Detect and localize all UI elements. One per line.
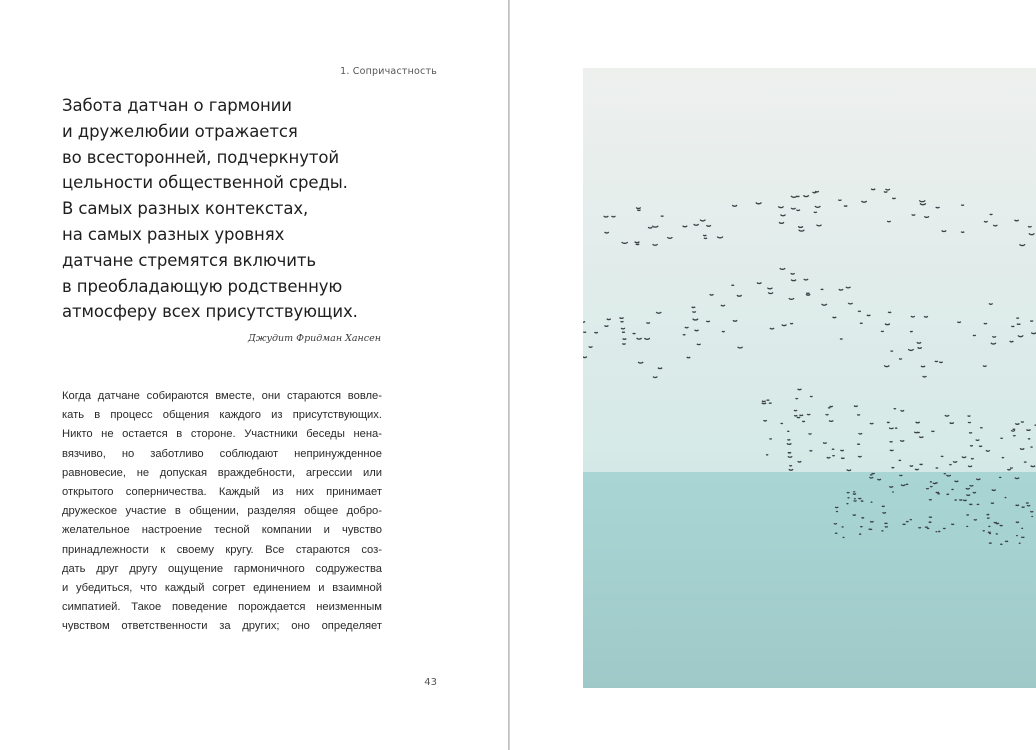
bird bbox=[790, 323, 793, 324]
bird bbox=[931, 431, 934, 432]
bird bbox=[733, 320, 737, 321]
bird bbox=[929, 517, 932, 518]
bird bbox=[923, 376, 927, 377]
bird bbox=[802, 421, 805, 422]
bird bbox=[872, 473, 875, 474]
bird bbox=[959, 499, 962, 500]
bird bbox=[710, 294, 714, 295]
photo-illustration bbox=[583, 68, 1036, 688]
bird bbox=[968, 466, 972, 467]
bird bbox=[929, 522, 932, 523]
bird bbox=[955, 481, 959, 482]
bird bbox=[685, 327, 689, 328]
epigraph-line: во всесторонней, подчеркнутой bbox=[62, 147, 340, 167]
bird bbox=[789, 465, 791, 466]
bird bbox=[910, 331, 912, 332]
body-line: симпатией. Такое поведение порождается неизменным bbox=[62, 601, 382, 614]
bird bbox=[810, 396, 812, 397]
bird bbox=[1015, 220, 1019, 221]
bird bbox=[899, 475, 902, 476]
bird bbox=[979, 446, 982, 447]
bird bbox=[991, 503, 994, 504]
bird bbox=[969, 432, 972, 433]
bird bbox=[834, 523, 837, 524]
bird bbox=[993, 225, 997, 226]
bird bbox=[623, 339, 627, 340]
bird bbox=[814, 212, 817, 213]
bird bbox=[722, 331, 725, 332]
body-line: дать друг другу ощущение гармоничного содружества bbox=[62, 562, 382, 575]
epigraph bbox=[62, 93, 392, 325]
bird bbox=[984, 323, 987, 324]
bird bbox=[890, 441, 893, 442]
bird bbox=[854, 406, 858, 407]
bird bbox=[1026, 429, 1030, 430]
bird bbox=[839, 289, 843, 290]
bird bbox=[1013, 435, 1015, 436]
bird bbox=[1016, 505, 1019, 506]
bird bbox=[835, 533, 837, 534]
bird bbox=[832, 449, 834, 450]
bird bbox=[821, 289, 823, 290]
bird bbox=[916, 422, 920, 423]
bird bbox=[951, 524, 954, 525]
bird bbox=[1016, 522, 1019, 523]
bird bbox=[871, 189, 875, 190]
bird bbox=[971, 458, 974, 459]
bird bbox=[1005, 541, 1008, 542]
bird bbox=[926, 488, 929, 489]
bird bbox=[611, 216, 615, 217]
bird bbox=[870, 529, 872, 530]
bird bbox=[695, 330, 699, 331]
bird bbox=[622, 343, 625, 344]
bird bbox=[870, 521, 873, 522]
bird bbox=[961, 205, 964, 206]
bird bbox=[894, 408, 896, 409]
bird bbox=[983, 366, 987, 367]
body-line: чувством ответственности за других; оно определяет bbox=[62, 620, 382, 633]
bird bbox=[860, 323, 863, 324]
bird bbox=[854, 500, 857, 501]
bird bbox=[877, 479, 880, 480]
bird bbox=[970, 485, 974, 486]
bird bbox=[915, 469, 919, 470]
bird bbox=[703, 235, 706, 236]
bird bbox=[986, 450, 990, 451]
body-line: Никто не остается в стороне. Участники беседы нена- bbox=[62, 428, 382, 441]
bird bbox=[621, 321, 624, 322]
bird bbox=[605, 232, 609, 233]
bird bbox=[762, 401, 766, 402]
bird bbox=[969, 504, 972, 505]
bird bbox=[881, 331, 884, 332]
bird bbox=[890, 450, 894, 451]
epigraph-author: Джудит Фридман Хансен bbox=[247, 333, 381, 344]
bird bbox=[976, 479, 980, 480]
bird bbox=[970, 445, 973, 446]
epigraph-line: атмосферу всех присутствующих. bbox=[62, 302, 358, 322]
bird bbox=[788, 452, 791, 453]
bird bbox=[858, 456, 861, 457]
bird bbox=[830, 406, 833, 407]
bird bbox=[799, 415, 803, 416]
bird bbox=[918, 527, 921, 528]
right-page bbox=[510, 0, 1036, 750]
bird bbox=[862, 517, 864, 518]
body-line: вязчиво, но заботливо соблюдают непринужденное bbox=[62, 447, 382, 460]
bird bbox=[884, 191, 887, 192]
bird bbox=[796, 210, 800, 211]
epigraph-line: на самых разных уровнях bbox=[62, 224, 285, 244]
bird bbox=[648, 227, 652, 228]
bird bbox=[594, 332, 597, 333]
bird bbox=[621, 328, 625, 329]
bird bbox=[636, 244, 639, 245]
bird bbox=[963, 500, 966, 501]
bird bbox=[858, 311, 861, 312]
bird bbox=[936, 207, 940, 208]
bird bbox=[841, 458, 844, 459]
bird bbox=[899, 460, 901, 461]
bird bbox=[646, 322, 649, 323]
bird bbox=[900, 440, 904, 441]
bird bbox=[1010, 468, 1013, 469]
bird bbox=[661, 216, 664, 217]
bird bbox=[889, 428, 893, 429]
bird bbox=[683, 334, 686, 335]
bird bbox=[918, 347, 922, 348]
bird bbox=[835, 507, 838, 508]
page-number: 43 bbox=[424, 677, 437, 688]
bird bbox=[823, 442, 826, 443]
bird bbox=[906, 521, 908, 522]
bird bbox=[731, 285, 734, 286]
body-line: и убедиться, что каждый согрет единением и взаимной bbox=[62, 582, 382, 595]
bird bbox=[788, 456, 792, 457]
bird bbox=[987, 518, 989, 519]
bird bbox=[885, 526, 888, 527]
bird bbox=[840, 339, 842, 340]
bird bbox=[992, 336, 996, 337]
bird bbox=[892, 198, 895, 199]
bird bbox=[867, 315, 870, 316]
photo-birds-over-sea bbox=[583, 68, 1036, 688]
bird bbox=[791, 273, 795, 274]
bird bbox=[869, 477, 873, 478]
bird bbox=[919, 437, 923, 438]
bird bbox=[721, 305, 725, 306]
bird bbox=[1011, 326, 1014, 327]
bird bbox=[953, 461, 957, 462]
body-line: равновесие, не допуская враждебности, агрессии или bbox=[62, 466, 382, 479]
running-head: 1. Сопричастность bbox=[340, 66, 437, 77]
bird bbox=[633, 333, 636, 334]
bird bbox=[990, 214, 993, 215]
bird bbox=[980, 427, 982, 428]
bird bbox=[921, 366, 925, 367]
bird bbox=[889, 486, 893, 487]
bird bbox=[812, 192, 816, 193]
bird bbox=[1028, 226, 1031, 227]
bird bbox=[853, 494, 856, 495]
bird bbox=[827, 457, 831, 458]
bird bbox=[887, 221, 890, 222]
bird bbox=[917, 342, 921, 343]
bird bbox=[1017, 324, 1020, 325]
bird bbox=[1030, 511, 1033, 512]
bird bbox=[974, 519, 977, 520]
epigraph-line: датчане стремятся включить bbox=[62, 250, 317, 270]
bird bbox=[858, 498, 861, 499]
bird bbox=[984, 221, 987, 222]
bird bbox=[961, 232, 964, 233]
bird bbox=[1027, 505, 1030, 506]
bird bbox=[973, 335, 976, 336]
bird bbox=[637, 210, 640, 211]
bird bbox=[706, 321, 709, 322]
bird bbox=[883, 512, 886, 513]
bird bbox=[697, 344, 701, 345]
bird bbox=[787, 439, 790, 440]
body-line: Когда датчане собираются вместе, они стараются вовле- bbox=[62, 390, 382, 402]
bird bbox=[1000, 525, 1003, 526]
bird bbox=[1013, 429, 1015, 430]
bird bbox=[798, 389, 802, 390]
bird bbox=[906, 484, 908, 485]
bird bbox=[968, 416, 971, 417]
bird bbox=[1016, 318, 1019, 319]
bird bbox=[1021, 422, 1024, 423]
bird bbox=[987, 514, 989, 515]
bird bbox=[892, 467, 895, 468]
bird bbox=[692, 307, 696, 308]
bird bbox=[810, 450, 813, 451]
bird bbox=[806, 293, 809, 294]
bird bbox=[809, 433, 812, 434]
bird bbox=[891, 351, 893, 352]
bird bbox=[1011, 430, 1015, 431]
bird bbox=[939, 362, 942, 363]
bird bbox=[1022, 507, 1025, 508]
bird bbox=[1020, 448, 1024, 449]
bird bbox=[945, 415, 949, 416]
bird bbox=[901, 410, 904, 411]
bird bbox=[838, 200, 841, 201]
bird bbox=[687, 357, 690, 358]
body-line: принадлежности к своему кругу. Все стараются соз- bbox=[62, 543, 382, 556]
bird bbox=[833, 317, 837, 318]
bird bbox=[957, 322, 961, 323]
bird bbox=[829, 420, 833, 421]
bird bbox=[929, 499, 932, 500]
bird bbox=[888, 312, 891, 313]
bird bbox=[947, 494, 949, 495]
bird bbox=[607, 319, 611, 320]
bird bbox=[763, 420, 766, 421]
bird bbox=[912, 214, 916, 215]
bird bbox=[806, 294, 810, 295]
bird bbox=[1015, 423, 1019, 424]
bird bbox=[796, 398, 798, 399]
bird bbox=[885, 523, 888, 524]
bird bbox=[847, 492, 850, 493]
epigraph-line: В самых разных контекстах, bbox=[62, 199, 309, 219]
bird bbox=[1030, 321, 1033, 322]
bird bbox=[789, 469, 793, 470]
bird bbox=[994, 522, 997, 523]
body-line: желательное настроение тесной компании и чувство bbox=[62, 524, 382, 537]
epigraph-line: и дружелюбии отражается bbox=[62, 121, 298, 141]
bird bbox=[857, 414, 860, 415]
epigraph-line: Забота датчан о гармонии bbox=[62, 96, 292, 115]
bird bbox=[910, 465, 913, 466]
sky bbox=[583, 68, 1036, 472]
bird bbox=[936, 492, 939, 493]
bird bbox=[604, 325, 608, 326]
bird bbox=[1000, 438, 1002, 439]
bird bbox=[857, 444, 859, 445]
bird bbox=[966, 495, 970, 496]
left-page bbox=[0, 0, 508, 750]
bird bbox=[1010, 341, 1014, 342]
bird bbox=[658, 368, 662, 369]
bird bbox=[769, 439, 771, 440]
bird bbox=[924, 316, 928, 317]
bird bbox=[1007, 469, 1010, 470]
body-line: кать в процесс общения каждого из присутствующих. bbox=[62, 409, 382, 422]
bird bbox=[882, 506, 885, 507]
bird bbox=[769, 403, 772, 404]
bird bbox=[946, 475, 950, 476]
bird bbox=[807, 414, 810, 415]
bird bbox=[973, 492, 976, 493]
bird bbox=[989, 543, 992, 544]
bird bbox=[966, 488, 970, 489]
bird bbox=[762, 403, 766, 404]
body-text bbox=[62, 387, 392, 637]
bird bbox=[704, 238, 707, 239]
bird bbox=[794, 410, 797, 411]
bird bbox=[941, 456, 943, 457]
bird bbox=[911, 316, 915, 317]
bird bbox=[583, 332, 586, 333]
bird bbox=[798, 461, 802, 462]
bird bbox=[620, 318, 624, 319]
bird bbox=[770, 328, 774, 329]
bird bbox=[692, 311, 695, 312]
bird bbox=[989, 303, 993, 304]
epigraph-line: в преобладающую родственную bbox=[62, 276, 343, 296]
bird bbox=[589, 346, 593, 347]
bird bbox=[797, 417, 800, 418]
bird bbox=[899, 359, 902, 360]
body-line: дружеское участие в общении, разделяя общее добро- bbox=[62, 505, 382, 518]
bird bbox=[887, 422, 889, 423]
bird bbox=[925, 527, 928, 528]
bird bbox=[826, 414, 829, 415]
bird bbox=[935, 361, 938, 362]
bird bbox=[943, 528, 945, 529]
bird bbox=[968, 422, 971, 423]
sea bbox=[583, 472, 1036, 688]
bird bbox=[992, 490, 996, 491]
bird bbox=[962, 457, 966, 458]
bird bbox=[976, 440, 980, 441]
bird bbox=[1021, 537, 1024, 538]
bird bbox=[853, 515, 856, 516]
bird bbox=[844, 206, 847, 207]
bird bbox=[1026, 503, 1029, 504]
bird bbox=[622, 332, 625, 333]
bird bbox=[828, 407, 830, 408]
bird bbox=[988, 532, 991, 533]
body-line: открытого соперничества. Каждый из них принимает bbox=[62, 486, 382, 499]
bird bbox=[903, 524, 906, 525]
bird bbox=[950, 423, 954, 424]
bird bbox=[1028, 438, 1030, 439]
bird bbox=[917, 432, 919, 433]
bird bbox=[930, 486, 932, 487]
bird bbox=[936, 468, 938, 469]
bird bbox=[861, 501, 863, 502]
epigraph-line: цельности общественной среды. bbox=[62, 173, 348, 193]
bird bbox=[966, 515, 968, 516]
bird bbox=[794, 415, 797, 416]
bird bbox=[859, 433, 863, 434]
bird bbox=[870, 423, 873, 424]
bird bbox=[920, 464, 923, 465]
bird bbox=[840, 450, 843, 451]
bird bbox=[767, 400, 770, 401]
bird bbox=[1024, 462, 1026, 463]
